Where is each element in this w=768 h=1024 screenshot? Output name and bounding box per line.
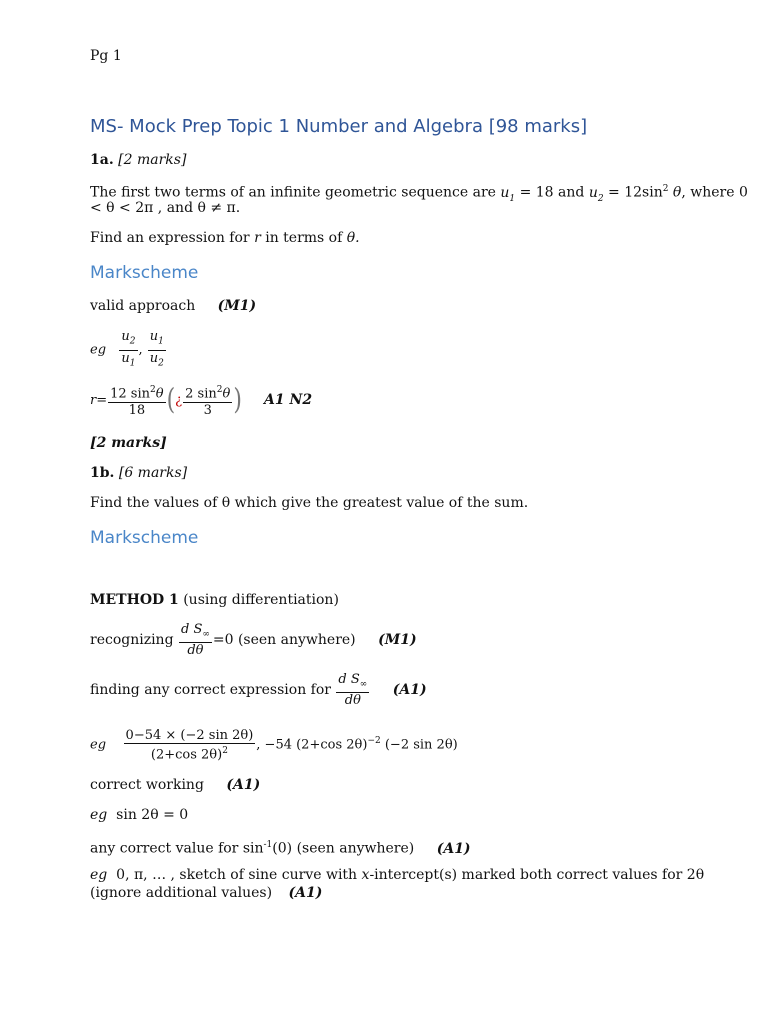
method-description: (using differentiation) [178,592,339,608]
left-paren: ( [166,383,176,417]
working-text: correct working [90,777,204,793]
u2-symbol: $u_2$ [588,184,604,204]
page-title: MS- Mock Prep Topic 1 Number and Algebra [98 marks] [90,116,588,137]
eg-label: eg [90,737,107,753]
mark-m1: (M1) [217,298,257,314]
question-1a-task [90,229,360,247]
mark-a1: (A1) [392,682,427,698]
markscheme-example-values [90,866,704,884]
markscheme-heading-2: Markscheme [90,528,199,548]
eg-label: eg [90,807,108,823]
markscheme-example-ratio: eg $\frac{u_2}{u_1}$ , $\frac{u_1}{u_2}$ [90,329,167,371]
derivative-alt-2: (−2 sin 2θ) [380,737,458,753]
x-variable: x [361,867,370,883]
values-text-2: -intercept(s) marked both correct values for 2θ [369,867,705,883]
any-value-text: any correct value for sin [90,840,264,857]
recognizing-text: recognizing [90,632,174,648]
theta-symbol: θ [672,184,682,201]
fraction-dS-dtheta: $\frac{d S_\infty}{d\theta}$ [338,671,368,709]
r-equals: r= [90,393,108,408]
markscheme-finding [90,671,427,709]
method-1-heading [90,591,339,609]
question-label: 1b. [90,465,115,481]
mark-m1: (M1) [378,632,417,648]
page-number: Pg 1 [90,48,122,64]
theta-end: θ. [346,230,360,246]
fraction-12sin-over-18: $\frac{12 \sin^2\theta}{18}$ [110,385,164,418]
question-marks: [2 marks] [118,152,187,168]
task-text-2: in terms of [265,230,343,246]
stem-text-2: , where 0 [681,184,748,201]
markscheme-recognizing [90,621,417,659]
markscheme-heading-1: Markscheme [90,263,199,283]
markscheme-correct-working [90,776,260,794]
markscheme-ignore-line [90,884,322,902]
mark-a1: (A1) [288,885,323,901]
u1-symbol: $u_1$ [500,184,516,204]
r-variable: r [254,230,261,246]
u1-value: = 18 and [515,184,585,201]
markscheme-r-expression [90,381,312,420]
question-marks: [6 marks] [118,465,188,481]
stem-text: The first two terms of an infinite geometric sequence are [90,184,496,201]
finding-text: finding any correct expression for [90,682,331,698]
question-1a-header [90,151,186,169]
right-paren: ) [233,383,242,417]
eg-label: eg [90,342,107,358]
fraction-2sin-over-3: $\frac{2 \sin^2\theta}{3}$ [185,385,231,418]
total-marks-1a: [2 marks] [90,435,167,451]
question-1b-header [90,464,187,482]
markscheme-any-value: any correct value for $\sin^{-1}(0)$ (seen anywhere) (A1) [90,840,471,857]
markscheme-line-approach [90,297,256,315]
question-label: 1a. [90,152,114,168]
sin-equation: sin 2θ = 0 [116,807,189,823]
values-text: 0, π, … , sketch of sine curve with [116,867,358,883]
markscheme-derivative-example: eg $\frac{0-54 \times (-2 \sin 2\theta)}{(2+\cos 2\theta)^2}$ , −54 (2+cos 2θ)$^{-2}$ (−2 sin 2θ) [90,727,458,762]
equals-zero-text: =0 (seen anywhere) [212,632,356,648]
fraction-u2-over-u1: $\frac{u_2}{u_1}$ [121,329,136,369]
u2-value: = 12sin [603,184,663,201]
question-1a-stem: The first two terms of an infinite geometric sequence are $u_1 = 18$ and $u_2 = 12\sin^2$ θ, where 0 [90,184,748,204]
mark-a1-n2: A1 N2 [264,392,313,408]
task-text: Find an expression for [90,230,250,246]
eg-label: eg [90,867,108,883]
question-1b-text: Find the values of θ which give the greatest value of the sum. [90,495,529,511]
markscheme-example-sin [90,806,188,824]
fraction-u1-over-u2: $\frac{u_1}{u_2}$ [149,329,164,369]
ignore-text: (ignore additional values) [90,885,273,901]
derivative-alt-1: , −54 (2+cos 2θ) [256,737,368,753]
question-1a-stem-line2: < θ < 2π , and θ ≠ π. [90,200,241,216]
fraction-dS-dtheta: $\frac{d S_\infty}{d\theta}$ [181,621,210,659]
fraction-derivative: $\frac{0-54 \times (-2 \sin 2\theta)}{(2+\cos 2\theta)^2}$ [125,727,254,762]
mark-a1: (A1) [436,840,471,857]
method-label: METHOD 1 [90,592,179,608]
inverted-question-glyph: ¿ [175,393,183,408]
mark-a1: (A1) [226,777,261,793]
any-value-text-2: (0) (seen anywhere) [272,840,415,857]
approach-text: valid approach [90,298,196,314]
